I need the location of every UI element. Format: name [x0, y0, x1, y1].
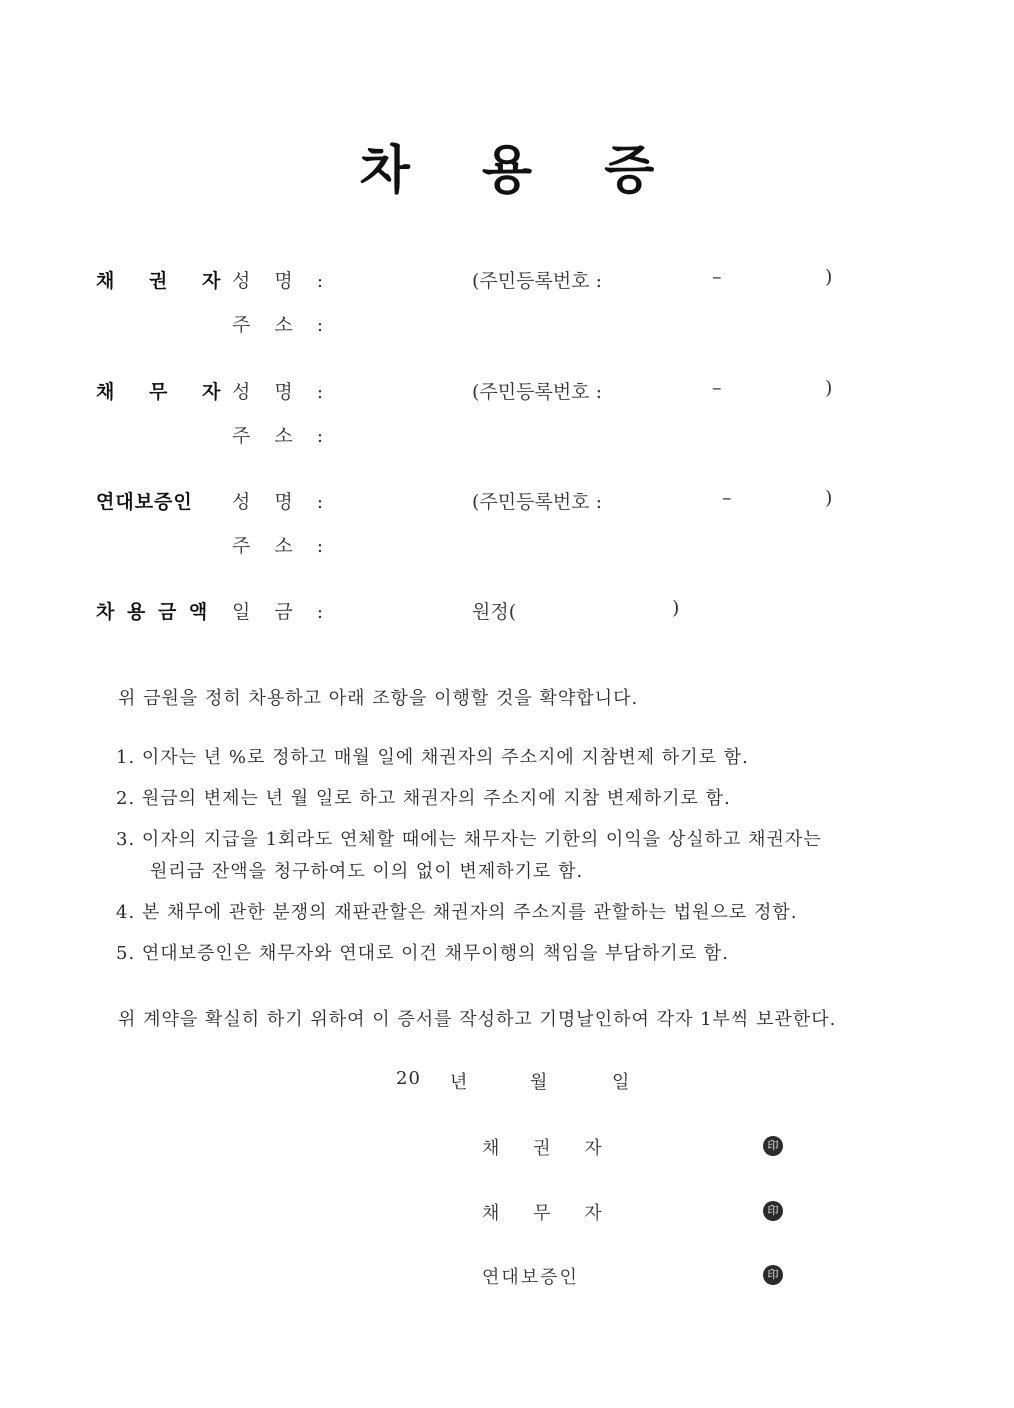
debtor-name-label: 성 명 :	[232, 381, 333, 403]
title-char: 증	[604, 140, 655, 201]
debtor-label: 채 무 자	[96, 381, 235, 403]
title-char: 용	[481, 140, 533, 201]
creditor-id-label: (주민등록번호 :	[472, 270, 602, 292]
document-title	[0, 128, 1014, 203]
seal-icon: 印	[763, 1265, 783, 1285]
debtor-id-label: (주민등록번호 :	[472, 381, 602, 403]
creditor-id-close: )	[825, 266, 833, 288]
term-5: 5. 연대보증인은 채무자와 연대로 이건 채무이행의 책임을 부담하기로 함.	[116, 943, 729, 964]
creditor-id-dash: –	[712, 266, 722, 288]
seal-icon: 印	[763, 1201, 783, 1221]
date-month-label: 월	[530, 1072, 549, 1093]
term-1: 1. 이자는 년 %로 정하고 매월 일에 채권자의 주소지에 지참변제 하기로 함.	[116, 747, 749, 768]
intro-statement: 위 금원을 정히 차용하고 아래 조항을 이행할 것을 확약합니다.	[118, 688, 639, 709]
creditor-name-label: 성 명 :	[232, 270, 333, 292]
debtor-address-label: 주 소 :	[232, 425, 333, 447]
term-3: 3. 이자의 지급을 1회라도 연체할 때에는 채무자는 기한의 이익을 상실하고 채권자는	[116, 829, 822, 850]
debtor-id-dash: –	[712, 377, 722, 399]
date-day-label: 일	[612, 1072, 631, 1093]
guarantor-label: 연대보증인	[96, 491, 193, 513]
creditor-label: 채 권 자	[96, 270, 235, 292]
term-2: 2. 원금의 변제는 년 월 일로 하고 채권자의 주소지에 지참 변제하기로 함.	[116, 788, 731, 809]
closing-statement: 위 계약을 확실히 하기 위하여 이 증서를 작성하고 기명날인하여 각자 1부씩 보관한다.	[118, 1009, 837, 1030]
amount-close: )	[672, 597, 680, 619]
seal-icon: 印	[763, 1136, 783, 1156]
amount-label: 차 용 금 액	[96, 601, 211, 623]
signature-debtor-label: 채 무 자	[482, 1203, 616, 1224]
date-century: 20	[396, 1068, 421, 1089]
title-char: 차	[359, 140, 410, 201]
guarantor-id-close: )	[825, 487, 833, 509]
guarantor-address-label: 주 소 :	[232, 535, 333, 557]
guarantor-id-label: (주민등록번호 :	[472, 491, 602, 513]
term-3-continuation: 원리금 잔액을 청구하여도 이의 없이 변제하기로 함.	[150, 861, 584, 882]
signature-guarantor-label: 연대보증인	[482, 1267, 579, 1288]
amount-won-label: 원정(	[472, 601, 517, 623]
term-4: 4. 본 채무에 관한 분쟁의 재판관할은 채권자의 주소지를 관할하는 법원으로 정함.	[116, 902, 798, 923]
guarantor-name-label: 성 명 :	[232, 491, 333, 513]
creditor-address-label: 주 소 :	[232, 314, 333, 336]
debtor-id-close: )	[825, 377, 833, 399]
amount-field-label: 일 금 :	[232, 601, 333, 623]
date-year-label: 년	[450, 1072, 469, 1093]
signature-creditor-label: 채 권 자	[482, 1138, 616, 1159]
guarantor-id-dash: –	[722, 487, 732, 509]
